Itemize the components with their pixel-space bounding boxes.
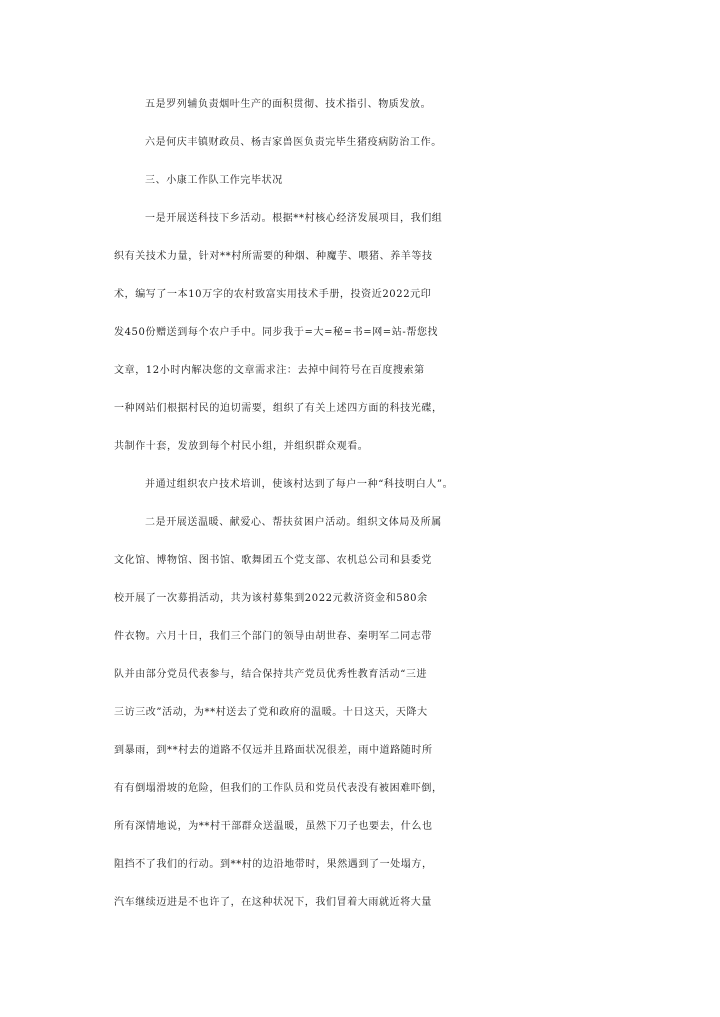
- paragraph-line-17: 三访三改”活动，为**村送去了党和政府的温暖。十日这天，天降大: [114, 707, 428, 718]
- paragraph-line-11: 并通过组织农户技术培训，使该村达到了每户一种“科技明白人”。: [145, 479, 454, 490]
- paragraph-line-19: 有有倒塌滑坡的危险，但我们的工作队员和党员代表没有被困难吓倒，: [114, 783, 443, 794]
- paragraph-line-22: 汽车继续迈进是不也许了，在这种状况下，我们冒着大雨就近将大量: [114, 897, 432, 908]
- paragraph-line-16: 队并由部分党员代表参与，结合保持共产党员优秀性教育活动“三进: [114, 669, 428, 680]
- paragraph-line-9: 一种网站们根据村民的迫切需要，组织了有关上述四方面的科技光碟，: [114, 403, 443, 414]
- paragraph-line-12: 二是开展送温暖、献爱心、帮扶贫困户活动。组织文体局及所属: [145, 517, 442, 528]
- paragraph-line-21: 阻挡不了我们的行动。到**村的边沿地带时，果然遇到了一处塌方，: [114, 859, 433, 870]
- paragraph-line-7: 发450份赠送到每个农户手中。同步我于=大=秘=书=网=站-帮您找: [114, 327, 439, 338]
- paragraph-line-2: 六是何庆丰镇财政员、杨吉家兽医负责完毕生猪疫病防治工作。: [145, 137, 442, 148]
- paragraph-line-20: 所有深情地说，为**村干部群众送温暖，虽然下刀子也要去，什么也: [114, 821, 433, 832]
- paragraph-line-14: 校开展了一次募捐活动，共为该村募集到2022元救济资金和580余: [114, 593, 428, 604]
- paragraph-line-4: 一是开展送科技下乡活动。根据**村核心经济发展项目，我们组: [145, 213, 443, 224]
- paragraph-line-5: 织有关技术力量，针对**村所需要的种烟、种魔芋、喂猪、养羊等技: [114, 251, 433, 262]
- paragraph-line-6: 术，编写了一本10万字的农村致富实用技术手册，投资近2022元印: [114, 289, 432, 300]
- paragraph-line-15: 件衣物。六月十日，我们三个部门的领导由胡世春、秦明军二同志带: [114, 631, 432, 642]
- paragraph-line-1: 五是罗列辅负责烟叶生产的面积贯彻、技术指引、物质发放。: [145, 99, 432, 110]
- section-heading: 三、小康工作队工作完毕状况: [145, 175, 283, 186]
- paragraph-line-18: 到暴雨，到**村去的道路不仅远并且路面状况很差，雨中道路随时所: [114, 745, 433, 756]
- paragraph-line-13: 文化馆、博物馆、图书馆、歌舞团五个党支部、农机总公司和县委党: [114, 555, 432, 566]
- paragraph-line-10: 共制作十套，发放到每个村民小组，并组织群众观看。: [114, 441, 369, 452]
- paragraph-line-8: 文章，12小时内解决您的文章需求注：去掉中间符号在百度搜索第: [114, 365, 425, 376]
